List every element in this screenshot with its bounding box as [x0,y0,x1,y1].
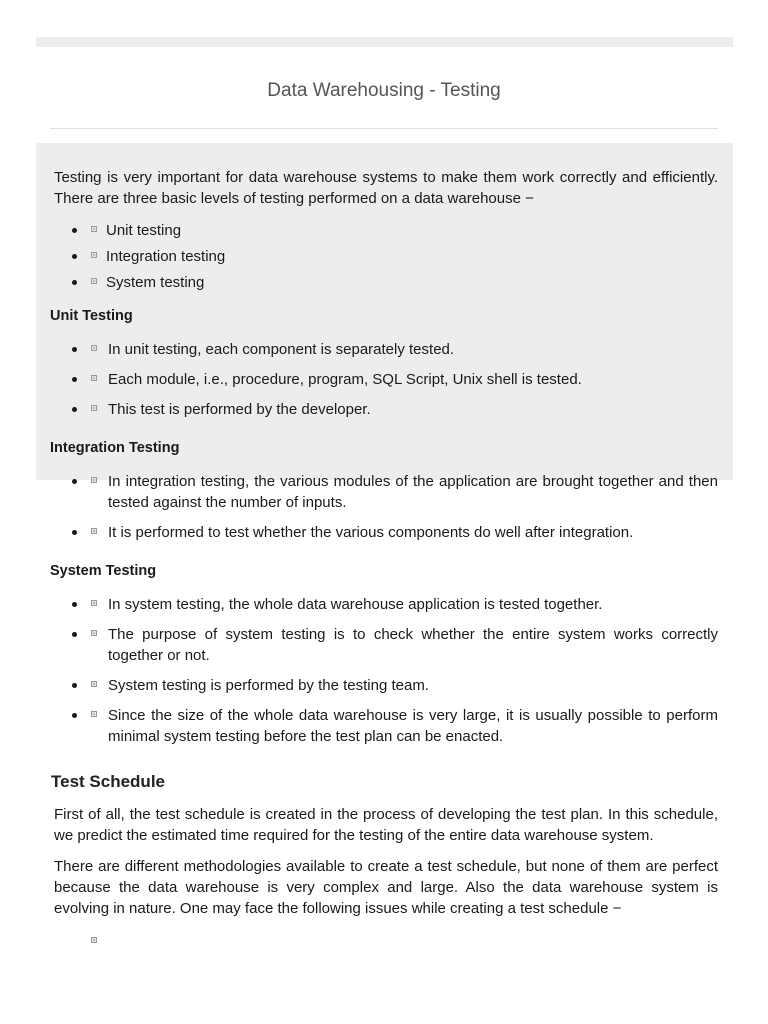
list-item: Unit testing [50,220,718,241]
square-bullet-icon [91,600,97,606]
page-title: Data Warehousing - Testing [267,80,501,101]
list-item: The purpose of system testing is to check whether the entire system works correctly together or not. [50,624,718,666]
square-bullet-icon [91,681,97,687]
list-item: Each module, i.e., procedure, program, SQL Script, Unix shell is tested. [50,369,718,390]
bullet-icon [72,683,77,688]
bullet-icon [72,479,77,484]
square-bullet-icon [91,937,97,943]
square-bullet-icon [91,226,97,232]
bullet-icon [72,602,77,607]
list-item: It is performed to test whether the various components do well after integration. [50,522,718,543]
square-bullet-icon [91,375,97,381]
title-divider [50,128,718,129]
system-testing-list [50,594,718,747]
integration-testing-list [50,471,718,543]
list-item: In system testing, the whole data warehouse application is tested together. [50,594,718,615]
unit-testing-heading: Unit Testing [50,308,133,324]
test-schedule-heading: Test Schedule [51,772,165,791]
square-bullet-icon [91,405,97,411]
bullet-icon [72,530,77,535]
square-bullet-icon [91,278,97,284]
bullet-icon [72,347,77,352]
article-content [50,167,718,952]
list-item: This test is performed by the developer. [50,399,718,420]
integration-testing-heading: Integration Testing [50,440,180,456]
list-item [50,931,718,952]
bullet-icon [72,632,77,637]
list-item: Integration testing [50,246,718,267]
square-bullet-icon [91,345,97,351]
system-testing-heading: System Testing [50,563,157,579]
square-bullet-icon [91,630,97,636]
bullet-icon [72,228,77,233]
square-bullet-icon [91,528,97,534]
intro-paragraph: Testing is very important for data warehouse systems to make them work correctly and efficiently. There are three basic levels of testing performed on a data warehouse − [54,169,718,207]
test-schedule-paragraph: There are different methodologies available to create a test schedule, but none of them are perfect because the data warehouse is very complex and large. Also the data warehouse system is evolving in nature. One may face the following issues while creating a test schedule − [54,858,718,917]
top-bar [36,37,733,47]
square-bullet-icon [91,252,97,258]
square-bullet-icon [91,477,97,483]
bullet-icon [72,377,77,382]
unit-testing-list [50,339,718,420]
list-item: In unit testing, each component is separately tested. [50,339,718,360]
list-item: In integration testing, the various modules of the application are brought together and then tested against the number of inputs. [50,471,718,513]
square-bullet-icon [91,711,97,717]
bullet-icon [72,407,77,412]
bullet-icon [72,280,77,285]
bullet-icon [72,254,77,259]
test-schedule-paragraph: First of all, the test schedule is created in the process of developing the test plan. In this schedule, we predict the estimated time required for the testing of the entire data warehouse system. [54,806,718,844]
testing-levels-list [50,220,718,293]
list-item: System testing is performed by the testing team. [50,675,718,696]
list-item: Since the size of the whole data warehouse is very large, it is usually possible to perform minimal system testing before the test plan can be enacted. [50,705,718,747]
list-item: System testing [50,272,718,293]
bullet-icon [72,713,77,718]
schedule-issues-list [50,931,718,952]
